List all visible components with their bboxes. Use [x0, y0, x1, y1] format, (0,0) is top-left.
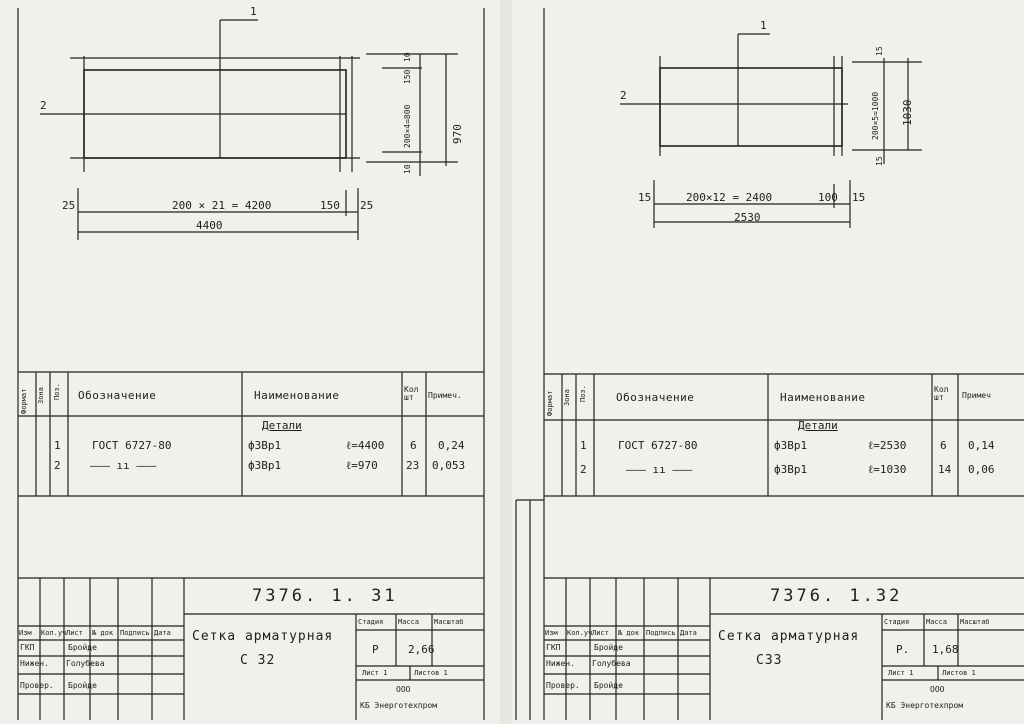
row1-name: ф3Вр1 [774, 439, 808, 452]
tb-col-list: Лист [66, 629, 83, 637]
dim-right-end: 25 [360, 199, 374, 212]
tb-mass-label: Масса [398, 618, 420, 626]
tb-stage: Р [372, 643, 379, 656]
spec-section: Детали [798, 419, 838, 432]
row2-name: ф3Вр1 [248, 459, 282, 472]
dim-height: 1030 [901, 99, 914, 126]
col-name: Наименование [780, 391, 866, 404]
dim-overall: 4400 [196, 219, 223, 232]
row1-name: ф3Вр1 [248, 439, 282, 452]
tb-org: КБ Энерготехпром [360, 701, 438, 710]
role-nizhen: Нижен. [546, 659, 575, 668]
tb-sheets: Листов 1 [414, 669, 448, 677]
tb-mass: 2,66 [408, 643, 435, 656]
tb-sheet: Лист 1 [888, 669, 914, 677]
name-prover: Бройде [68, 681, 97, 690]
page-gutter [500, 0, 512, 724]
tb-stage-label: Стадия [884, 618, 910, 626]
col-pos: Поз. [53, 383, 61, 400]
tb-mark: С33 [756, 653, 783, 668]
row1-qty: 6 [410, 439, 417, 452]
tb-col-date: Дата [154, 629, 171, 637]
tb-col-ndoc: № док [618, 629, 640, 637]
role-gkp: ГКП [546, 643, 561, 652]
row1-pos: 1 [580, 439, 587, 452]
name-gkp: Бройде [594, 643, 623, 652]
row1-designation: ГОСТ 6727-80 [618, 439, 698, 452]
dim-vert-pitch: 200×4=800 [403, 104, 412, 148]
col-zone: Зона [37, 387, 45, 404]
dim-left-end: 15 [638, 191, 652, 204]
row2-note: 0,06 [968, 463, 995, 476]
role-nizhen: Нижен. [20, 659, 49, 668]
tb-col-date: Дата [680, 629, 697, 637]
row1-note: 0,24 [438, 439, 465, 452]
tb-title: Сетка арматурная [192, 629, 334, 644]
name-prover: Бройде [594, 681, 623, 690]
role-prover: Провер. [546, 681, 580, 690]
col-format: Формат [546, 390, 554, 416]
col-zone: Зона [563, 389, 571, 406]
col-pos: Поз. [579, 385, 587, 402]
tb-col-list: Лист [592, 629, 609, 637]
row2-pos: 2 [580, 463, 587, 476]
row2-designation: ——— ıı ——— [626, 463, 693, 476]
row2-qty: 23 [406, 459, 420, 472]
right-sheet [512, 0, 1024, 724]
tb-col-koluch: Кол.уч [567, 629, 593, 637]
doc-number: 7376. 1. 31 [252, 586, 398, 606]
callout-2: 2 [40, 99, 47, 112]
dim-pitch: 200 × 21 = 4200 [172, 199, 272, 212]
left-sheet-lines [0, 0, 500, 724]
row2-pos: 2 [54, 459, 61, 472]
role-prover: Провер. [20, 681, 54, 690]
tb-extra: ООО [396, 685, 411, 694]
col-designation: Обозначение [616, 391, 695, 404]
tb-mass-label: Масса [926, 618, 948, 626]
dim-vert-pitch: 200×5=1000 [871, 91, 880, 140]
row1-designation: ГОСТ 6727-80 [92, 439, 172, 452]
left-sheet [0, 0, 500, 724]
doc-number: 7376. 1.32 [770, 586, 903, 606]
dim-right-inner: 150 [320, 199, 340, 212]
tb-col-koluch: Кол.уч [41, 629, 67, 637]
row2-qty: 14 [938, 463, 952, 476]
tb-col-sign: Подпись [120, 629, 150, 637]
row1-qty: 6 [940, 439, 947, 452]
tb-mass: 1,68 [932, 643, 959, 656]
row1-pos: 1 [54, 439, 61, 452]
tb-title: Сетка арматурная [718, 629, 860, 644]
dim-pitch: 200×12 = 2400 [686, 191, 773, 204]
dim-vert-bottom: 10 [403, 164, 412, 174]
dim-vert-bottom: 15 [875, 156, 884, 166]
name-nizhen: Голубева [592, 659, 631, 668]
col-format: Формат [20, 388, 28, 414]
dim-right-end: 15 [852, 191, 866, 204]
row1-note: 0,14 [968, 439, 995, 452]
col-qty: Кол шт [934, 385, 949, 402]
callout-1: 1 [250, 5, 257, 18]
dim-overall: 2530 [734, 211, 761, 224]
tb-sheet: Лист 1 [362, 669, 388, 677]
col-designation: Обозначение [78, 389, 157, 402]
tb-scale-label: Масштаб [434, 618, 464, 626]
col-note: Примеч [962, 391, 991, 400]
tb-extra: ООО [930, 685, 945, 694]
dim-vert-top: 10 [403, 52, 412, 62]
tb-stage: Р. [896, 643, 910, 656]
name-nizhen: Голубева [66, 659, 105, 668]
row1-length: ℓ=4400 [346, 439, 385, 452]
spec-section: Детали [262, 419, 302, 432]
dim-vert-inner: 150 [403, 69, 412, 84]
col-name: Наименование [254, 389, 340, 402]
dim-height: 970 [451, 124, 464, 144]
callout-1: 1 [760, 19, 767, 32]
name-gkp: Бройде [68, 643, 97, 652]
right-sheet-lines [512, 0, 1024, 724]
tb-sheets: Листов 1 [942, 669, 976, 677]
row2-designation: ——— ıı ——— [90, 459, 157, 472]
tb-col-izm: Изм [19, 629, 32, 637]
tb-org: КБ Энерготехпром [886, 701, 964, 710]
tb-col-izm: Изм [545, 629, 558, 637]
tb-col-sign: Подпись [646, 629, 676, 637]
tb-stage-label: Стадия [358, 618, 384, 626]
tb-scale-label: Масштаб [960, 618, 990, 626]
col-note: Примеч. [428, 391, 462, 400]
tb-col-ndoc: № док [92, 629, 114, 637]
col-qty: Кол шт [404, 385, 419, 402]
dim-right-inner: 100 [818, 191, 838, 204]
row2-length: ℓ=970 [346, 459, 378, 472]
dim-vert-top: 15 [875, 46, 884, 56]
role-gkp: ГКП [20, 643, 35, 652]
row2-length: ℓ=1030 [868, 463, 907, 476]
row1-length: ℓ=2530 [868, 439, 907, 452]
dim-left-end: 25 [62, 199, 76, 212]
row2-note: 0,053 [432, 459, 466, 472]
row2-name: ф3Вр1 [774, 463, 808, 476]
callout-2: 2 [620, 89, 627, 102]
tb-mark: С 32 [240, 653, 276, 668]
